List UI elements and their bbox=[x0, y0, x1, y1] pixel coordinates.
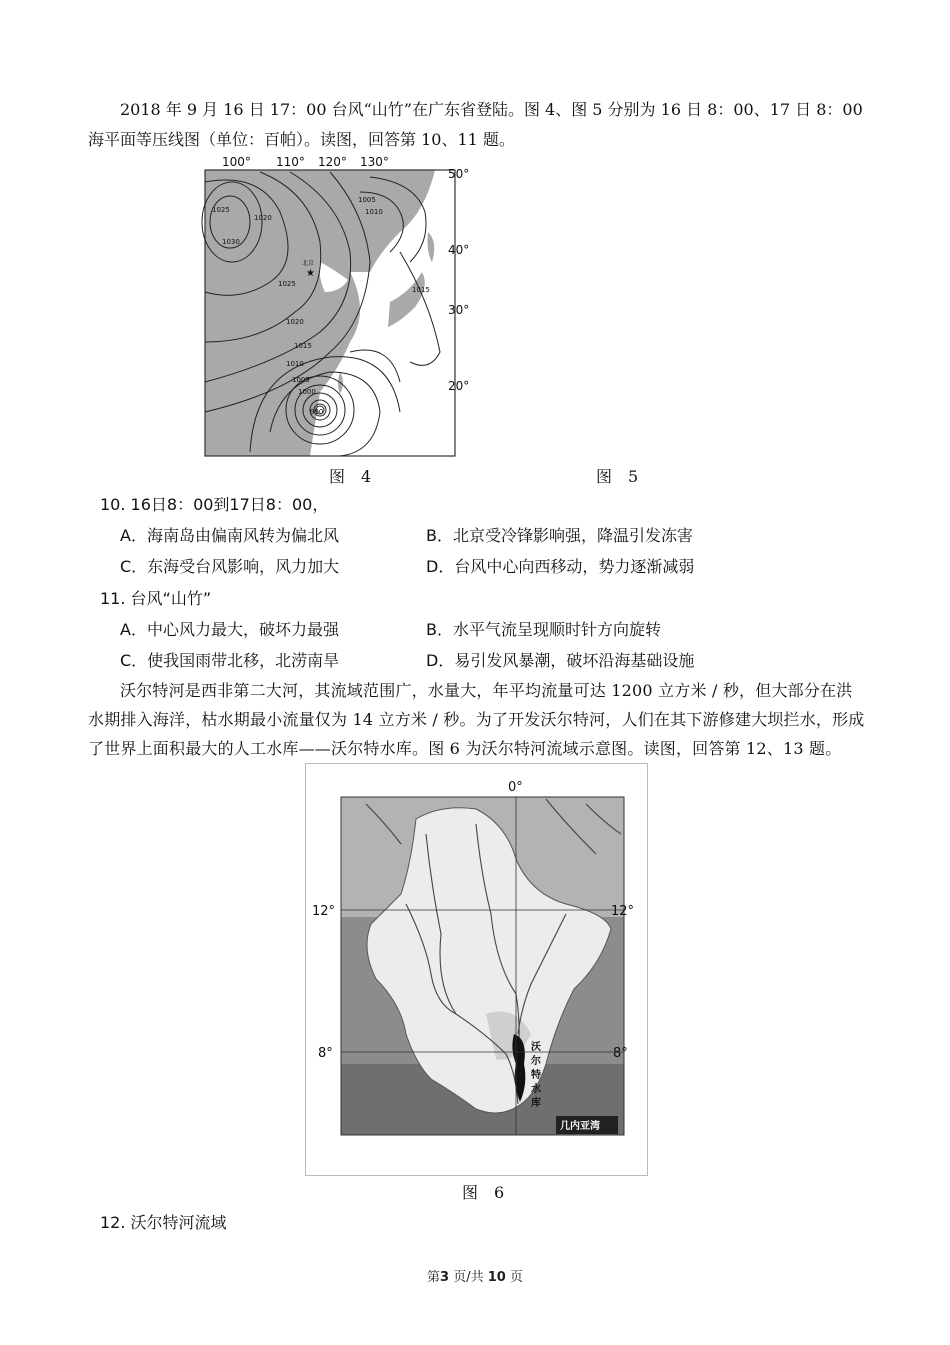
latitude-label: 12° bbox=[611, 904, 635, 919]
question-11-option-a[interactable]: A．中心风力最大，破坏力最强 bbox=[120, 620, 339, 639]
question-10-option-a[interactable]: A．海南岛由偏南风转为偏北风 bbox=[120, 526, 339, 545]
latitude-label: 12° bbox=[312, 904, 336, 919]
question-10-stem: 10. 16日8：00到17日8：00， bbox=[100, 495, 329, 514]
latitude-label: 50° bbox=[448, 167, 470, 181]
reservoir-label-char: 沃 bbox=[531, 1042, 541, 1053]
longitude-label: 0° bbox=[508, 780, 523, 795]
latitude-label: 30° bbox=[448, 303, 470, 317]
isobar-label: 1025 bbox=[278, 280, 296, 288]
longitude-label: 100° bbox=[222, 155, 251, 169]
isobar-label: 1005 bbox=[292, 376, 310, 384]
question-11-option-d[interactable]: D．易引发风暴潮，破坏沿海基础设施 bbox=[426, 651, 695, 670]
longitude-label: 110° bbox=[276, 155, 305, 169]
city-label-beijing: 北京 bbox=[302, 260, 315, 267]
isobar-label: 1025 bbox=[212, 206, 230, 214]
page-footer: 第3 页/共 10 页 bbox=[427, 1270, 523, 1285]
latitude-label: 20° bbox=[448, 379, 470, 393]
question-11-option-b[interactable]: B．水平气流呈现顺时针方向旋转 bbox=[426, 620, 661, 639]
question-11-option-c[interactable]: C．使我国雨带北移，北涝南旱 bbox=[120, 651, 340, 670]
reservoir-label-char: 水 bbox=[531, 1084, 541, 1095]
figure-4-caption: 图 4 bbox=[329, 467, 372, 486]
intro-paragraph-volta: 沃尔特河是西非第二大河，其流域范围广，水量大，年平均流量可达 1200 立方米 / 秒，但大部分在洪水期排入海洋，枯水期最小流量仅为 14 立方米 / 秒。为了开发沃尔特河，人们在其下游修建大坝拦水，形成了世界上面积最大的人工水库——沃尔特水库。图 6 为沃尔特河流域示意图。读图，回答第 12、13 题。 bbox=[88, 681, 865, 758]
current-page-number: 3 bbox=[440, 1270, 450, 1285]
isobar-label: 1030 bbox=[222, 238, 240, 246]
question-11-stem: 11. 台风“山竹” bbox=[100, 589, 212, 608]
figure-4-isobar-map bbox=[200, 152, 476, 460]
figure-6-caption: 图 6 bbox=[462, 1183, 505, 1202]
question-10-option-b[interactable]: B．北京受冷锋影响强，降温引发冻害 bbox=[426, 526, 693, 545]
question-10-option-c[interactable]: C．东海受台风影响，风力加大 bbox=[120, 557, 340, 576]
latitude-label: 40° bbox=[448, 243, 470, 257]
isobar-label: 1000 bbox=[298, 388, 316, 396]
isobar-label: 990 bbox=[310, 408, 324, 416]
isobar-label: 1020 bbox=[286, 318, 304, 326]
latitude-label: 8° bbox=[613, 1046, 628, 1061]
question-12-stem: 12. 沃尔特河流域 bbox=[100, 1213, 227, 1232]
intro-paragraph-typhoon: 2018 年 9 月 16 日 17：00 台风“山竹”在广东省登陆。图 4、图 5 分别为 16 日 8：00、17 日 8：00 海平面等压线图（单位：百帕）。读图，回答第 10、11 题。 bbox=[88, 100, 863, 149]
longitude-label: 120° bbox=[318, 155, 347, 169]
isobar-label: 1005 bbox=[358, 196, 376, 204]
isobar-label: 1015 bbox=[294, 342, 312, 350]
question-10-option-d[interactable]: D．台风中心向西移动，势力逐渐减弱 bbox=[426, 557, 695, 576]
total-pages: 10 bbox=[487, 1270, 506, 1285]
reservoir-label-char: 特 bbox=[531, 1070, 541, 1081]
figure-5-caption: 图 5 bbox=[596, 467, 639, 486]
isobar-label: 1010 bbox=[365, 208, 383, 216]
gulf-of-guinea-label: 几内亚湾 bbox=[560, 1121, 600, 1132]
beijing-star-icon: ★ bbox=[306, 268, 315, 279]
longitude-label: 130° bbox=[360, 155, 389, 169]
latitude-label: 8° bbox=[318, 1046, 333, 1061]
isobar-label: 1010 bbox=[286, 360, 304, 368]
reservoir-label-char: 尔 bbox=[531, 1056, 541, 1067]
figure-6-volta-basin-map bbox=[305, 763, 648, 1176]
isobar-label: 1020 bbox=[254, 214, 272, 222]
isobar-label: 1015 bbox=[412, 286, 430, 294]
reservoir-label-char: 库 bbox=[531, 1098, 541, 1109]
